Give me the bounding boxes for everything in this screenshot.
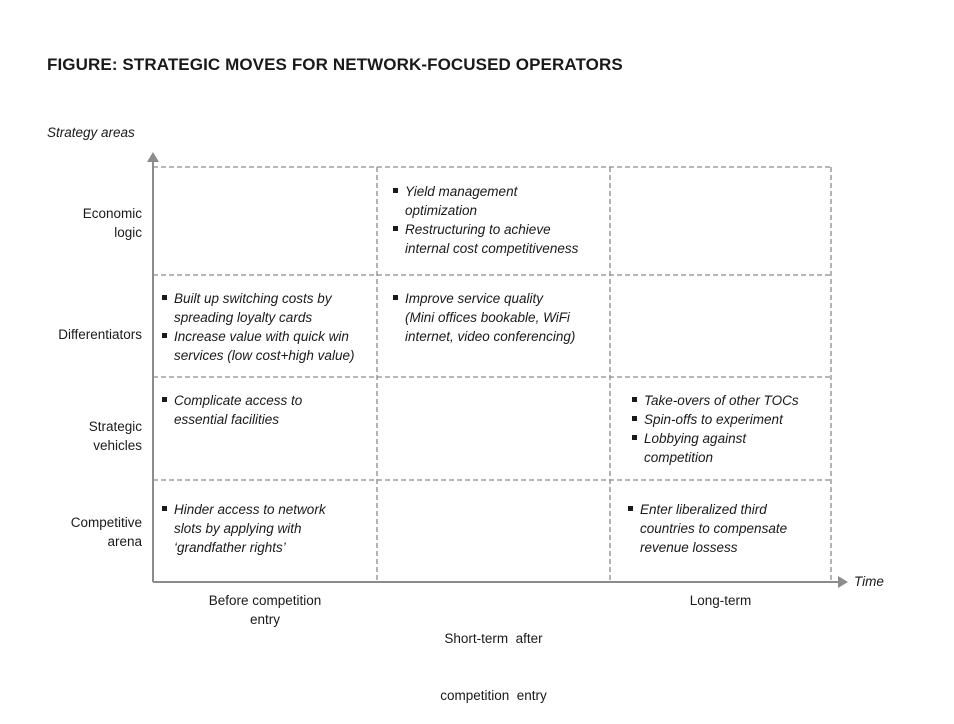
- figure-title: FIGURE: STRATEGIC MOVES FOR NETWORK-FOCUSED OPERATORS: [47, 55, 623, 74]
- list-item: Complicate access to essential facilities: [162, 391, 302, 429]
- cell-differentiators-before: [162, 289, 354, 365]
- column-label-before-competition: Before competition entry: [208, 593, 322, 627]
- list-item: Lobbying against competition: [632, 429, 799, 467]
- cell-economic-short-term: [393, 182, 578, 258]
- list-item: Enter liberalized third countries to compensate revenue lossess: [628, 500, 787, 557]
- row-label-strategic-vehicles: Strategic vehicles: [88, 419, 142, 453]
- column-label-long-term: Long-term: [689, 593, 752, 608]
- y-axis-label: Strategy areas: [47, 125, 135, 140]
- list-item: Hinder access to network slots by applying with ‘grandfather rights’: [162, 500, 326, 557]
- list-item: Yield management optimization: [393, 182, 578, 220]
- x-axis-label: Time: [854, 574, 884, 589]
- cell-vehicles-before: [162, 391, 302, 429]
- row-label-competitive-arena: Competitive arena: [70, 515, 142, 549]
- row-label-economic-logic: Economic logic: [82, 206, 142, 240]
- cell-differentiators-short-term: [393, 289, 575, 346]
- column-label-short-term: Short-term after competition entry: [440, 631, 547, 703]
- cell-vehicles-long-term: [632, 391, 799, 467]
- cell-arena-long-term: [628, 500, 787, 557]
- row-label-differentiators: Differentiators: [58, 327, 142, 342]
- x-axis-arrow-icon: [838, 576, 848, 588]
- y-axis-arrow-icon: [147, 152, 159, 162]
- list-item: Take-overs of other TOCs: [632, 391, 799, 410]
- list-item: Built up switching costs by spreading loyalty cards: [162, 289, 354, 327]
- list-item: Improve service quality (Mini offices bookable, WiFi internet, video conferencing): [393, 289, 575, 346]
- list-item: Restructuring to achieve internal cost competitiveness: [393, 220, 578, 258]
- cell-arena-before: [162, 500, 326, 557]
- list-item: Increase value with quick win services (low cost+high value): [162, 327, 354, 365]
- list-item: Spin-offs to experiment: [632, 410, 799, 429]
